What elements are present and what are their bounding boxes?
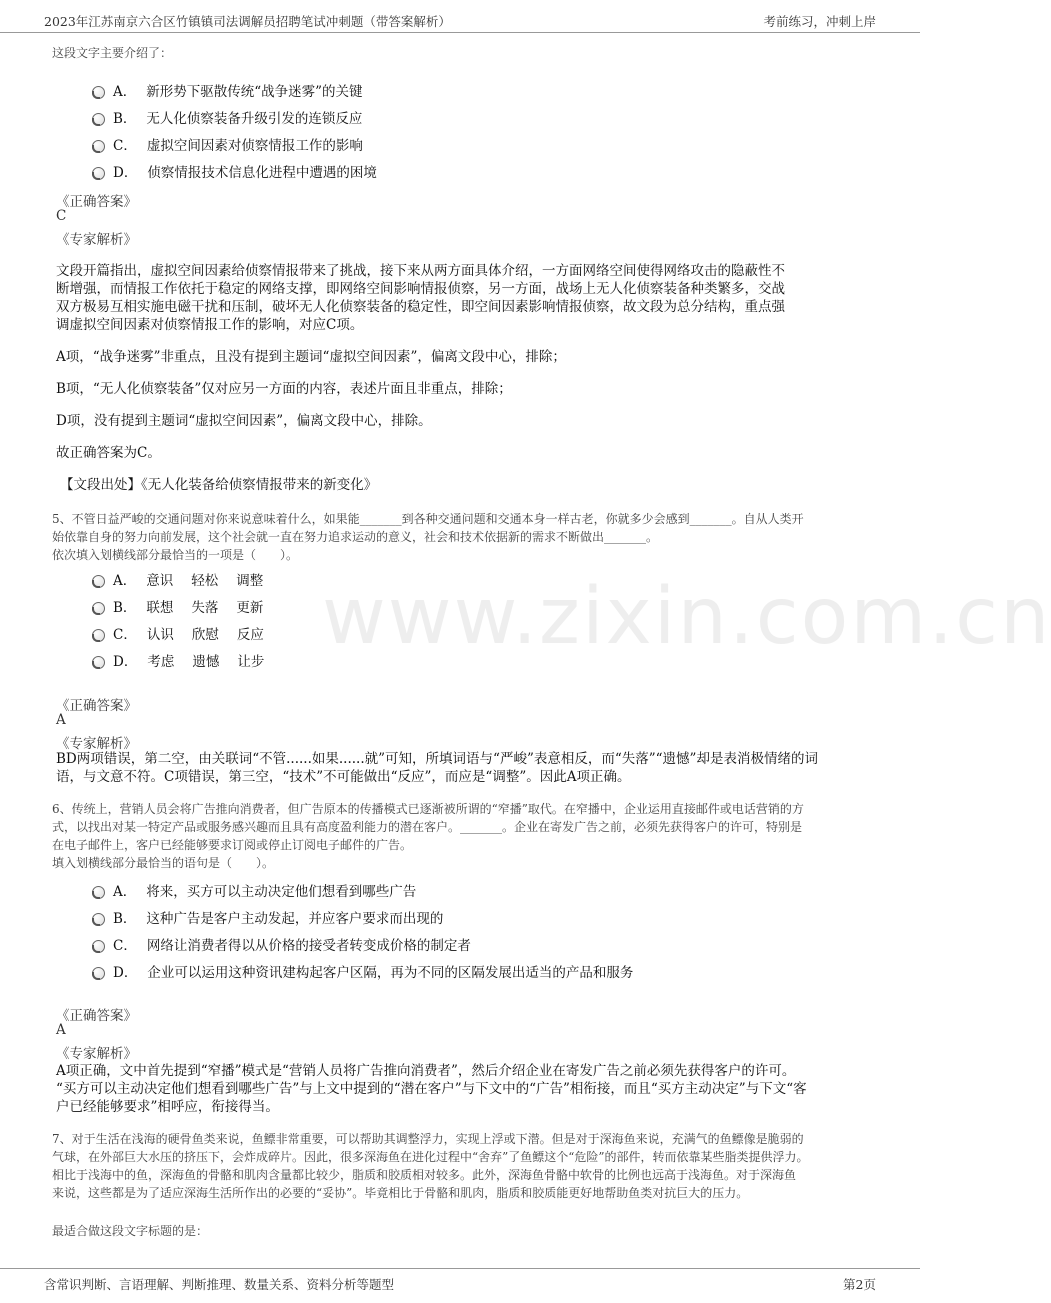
radio-icon[interactable] — [92, 940, 105, 953]
q6-answer-label: 《正确答案》 — [56, 1008, 137, 1024]
q4-conclusion: 故正确答案为C。 — [56, 445, 161, 461]
q4-option-d-note: D项，没有提到主题词“虚拟空间因素”，偏离文段中心，排除。 — [56, 413, 432, 429]
radio-icon[interactable] — [92, 967, 105, 980]
q4-analysis-line: 断增强，而情报工作依托于稳定的网络支撑，即网络空间影响情报侦察，另一方面，战场上无人化侦察装备种类繁多，交战 — [56, 281, 785, 297]
radio-icon[interactable] — [92, 656, 105, 669]
q6-analysis-line: A项正确，文中首先提到“窄播”模式是“营销人员将广告推向消费者”，然后介绍企业在寄发广告之前必须先获得客户的许可。 — [56, 1063, 796, 1079]
radio-icon[interactable] — [92, 113, 105, 126]
q5-analysis-line: 语，与文意不符。C项错误，第三空，“技术”不可能做出“反应”，而应是“调整”。因此A项正确。 — [56, 769, 631, 785]
q4-analysis-label: 《专家解析》 — [56, 232, 137, 248]
q6-option-b[interactable]: B． 这种广告是客户主动发起，并应客户要求而出现的 — [92, 907, 443, 929]
q6-stem-line: 6、传统上，营销人员会将广告推向消费者，但广告原本的传播模式已逐渐被所谓的“窄播”取代。在窄播中，企业运用直接邮件或电话营销的方 — [52, 802, 804, 816]
radio-icon[interactable] — [92, 602, 105, 615]
q5-answer-label: 《正确答案》 — [56, 698, 137, 714]
q7-stem-line: 7、对于生活在浅海的硬骨鱼类来说，鱼鳔非常重要，可以帮助其调整浮力，实现上浮或下潜。但是对于深海鱼来说，充满气的鱼鳔像是脆弱的 — [52, 1132, 804, 1146]
radio-icon[interactable] — [92, 167, 105, 180]
q6-option-d[interactable]: D． 企业可以运用这种资讯建构起客户区隔，再为不同的区隔发展出适当的产品和服务 — [92, 961, 633, 983]
q5-stem-line: 始依靠自身的努力向前发展，这个社会就一直在努力追求运动的意义，社会和技术依据新的需求不断做出_______。 — [52, 530, 659, 544]
q5-stem-line: 依次填入划横线部分最恰当的一项是（ ）。 — [52, 548, 299, 562]
q5-option-d[interactable]: D． 考虑 遗憾 让步 — [92, 650, 264, 672]
radio-icon[interactable] — [92, 86, 105, 99]
q4-analysis-line: 调虚拟空间因素对侦察情报工作的影响，对应C项。 — [56, 317, 364, 333]
q4-option-a[interactable]: A． 新形势下驱散传统“战争迷雾”的关键 — [92, 80, 363, 102]
q4-option-b-note: B项，“无人化侦察装备”仅对应另一方面的内容，表述片面且非重点，排除； — [56, 381, 512, 397]
q5-answer: A — [56, 712, 66, 728]
document-title: 2023年江苏南京六合区竹镇镇司法调解员招聘笔试冲刺题（带答案解析） — [44, 14, 451, 29]
q6-stem-line: 式，以找出对某一特定产品或服务感兴趣而且具有高度盈利能力的潜在客户。_______。企业在寄发广告之前，必须先获得客户的许可，特别是 — [52, 820, 803, 834]
q5-option-a[interactable]: A． 意识 轻松 调整 — [92, 569, 263, 591]
q6-analysis-line: 户已经能够要求”相呼应，衔接得当。 — [56, 1099, 279, 1115]
header-slogan: 考前练习，冲刺上岸 — [763, 14, 876, 29]
q4-option-b[interactable]: B． 无人化侦察装备升级引发的连锁反应 — [92, 107, 362, 129]
q5-option-c[interactable]: C． 认识 欣慰 反应 — [92, 623, 264, 645]
radio-icon[interactable] — [92, 913, 105, 926]
q7-stem-line: 气球，在外部巨大水压的挤压下，会炸成碎片。因此，很多深海鱼在进化过程中“舍弃”了鱼鳔这个“危险”的部件，转而依靠某些脂类提供浮力。 — [52, 1150, 809, 1164]
q4-intro: 这段文字主要介绍了： — [52, 46, 173, 60]
q6-stem-line: 填入划横线部分最恰当的语句是（ ）。 — [52, 856, 275, 870]
q4-option-d[interactable]: D． 侦察情报技术信息化进程中遭遇的困境 — [92, 161, 377, 183]
q6-analysis-line: “买方可以主动决定他们想看到哪些广告”与上文中提到的“潜在客户”与下文中的“广告”相衔接，而且“买方主动决定”与下文“客 — [56, 1081, 807, 1097]
q4-analysis-line: 双方极易互相实施电磁干扰和压制，破坏无人化侦察装备的稳定性，即空间因素影响情报侦察，故文段为总分结构，重点强 — [56, 299, 785, 315]
radio-icon[interactable] — [92, 629, 105, 642]
q4-answer-label: 《正确答案》 — [56, 194, 137, 210]
q5-option-b[interactable]: B． 联想 失落 更新 — [92, 596, 263, 618]
q7-stem-line: 来说，这些都是为了适应深海生活所作出的必要的“妥协”。毕竟相比于骨骼和肌肉，脂质和胶质能更好地帮助鱼类对抗巨大的压力。 — [52, 1186, 749, 1200]
q4-answer: C — [56, 208, 67, 224]
page-footer — [0, 1268, 920, 1303]
q6-stem-line: 在电子邮件上，客户已经能够要求订阅或停止订阅电子邮件的广告。 — [52, 838, 413, 852]
watermark: www.zixin.com.cn — [322, 572, 1051, 662]
page-number: 第2页 — [843, 1277, 876, 1292]
q4-option-a-note: A项，“战争迷雾”非重点，且没有提到主题词“虚拟空间因素”，偏离文段中心，排除； — [56, 349, 566, 365]
q4-option-c[interactable]: C． 虚拟空间因素对侦察情报工作的影响 — [92, 134, 363, 156]
footer-description: 含常识判断、言语理解、判断推理、数量关系、资料分析等题型 — [44, 1277, 395, 1292]
q6-option-a[interactable]: A． 将来，买方可以主动决定他们想看到哪些广告 — [92, 880, 416, 902]
q6-option-c[interactable]: C． 网络让消费者得以从价格的接受者转变成价格的制定者 — [92, 934, 471, 956]
q7-stem-line: 相比于浅海中的鱼，深海鱼的骨骼和肌肉含量都比较少，脂质和胶质相对较多。此外，深海鱼骨骼中软骨的比例也远高于浅海鱼。对于深海鱼 — [52, 1168, 797, 1182]
q4-analysis-line: 文段开篇指出，虚拟空间因素给侦察情报带来了挑战，接下来从两方面具体介绍，一方面网络空间使得网络攻击的隐蔽性不 — [56, 263, 785, 279]
q4-source: 【文段出处】《无人化装备给侦察情报带来的新变化》 — [60, 477, 378, 493]
radio-icon[interactable] — [92, 886, 105, 899]
page-header — [0, 0, 920, 33]
q6-analysis-label: 《专家解析》 — [56, 1046, 137, 1062]
radio-icon[interactable] — [92, 140, 105, 153]
q5-analysis-label: 《专家解析》 — [56, 736, 137, 752]
q6-answer: A — [56, 1022, 66, 1038]
q5-stem-line: 5、不管日益严峻的交通问题对你来说意味着什么，如果能_______到各种交通问题和交通本身一样古老，你就多少会感到_______。自从人类开 — [52, 512, 804, 526]
radio-icon[interactable] — [92, 575, 105, 588]
q7-question: 最适合做这段文字标题的是： — [52, 1224, 209, 1238]
q5-analysis-line: BD两项错误，第二空，由关联词“不管......如果......就”可知，所填词语与“严峻”表意相反，而“失落”“遗憾”却是表消极情绪的词 — [56, 751, 818, 767]
